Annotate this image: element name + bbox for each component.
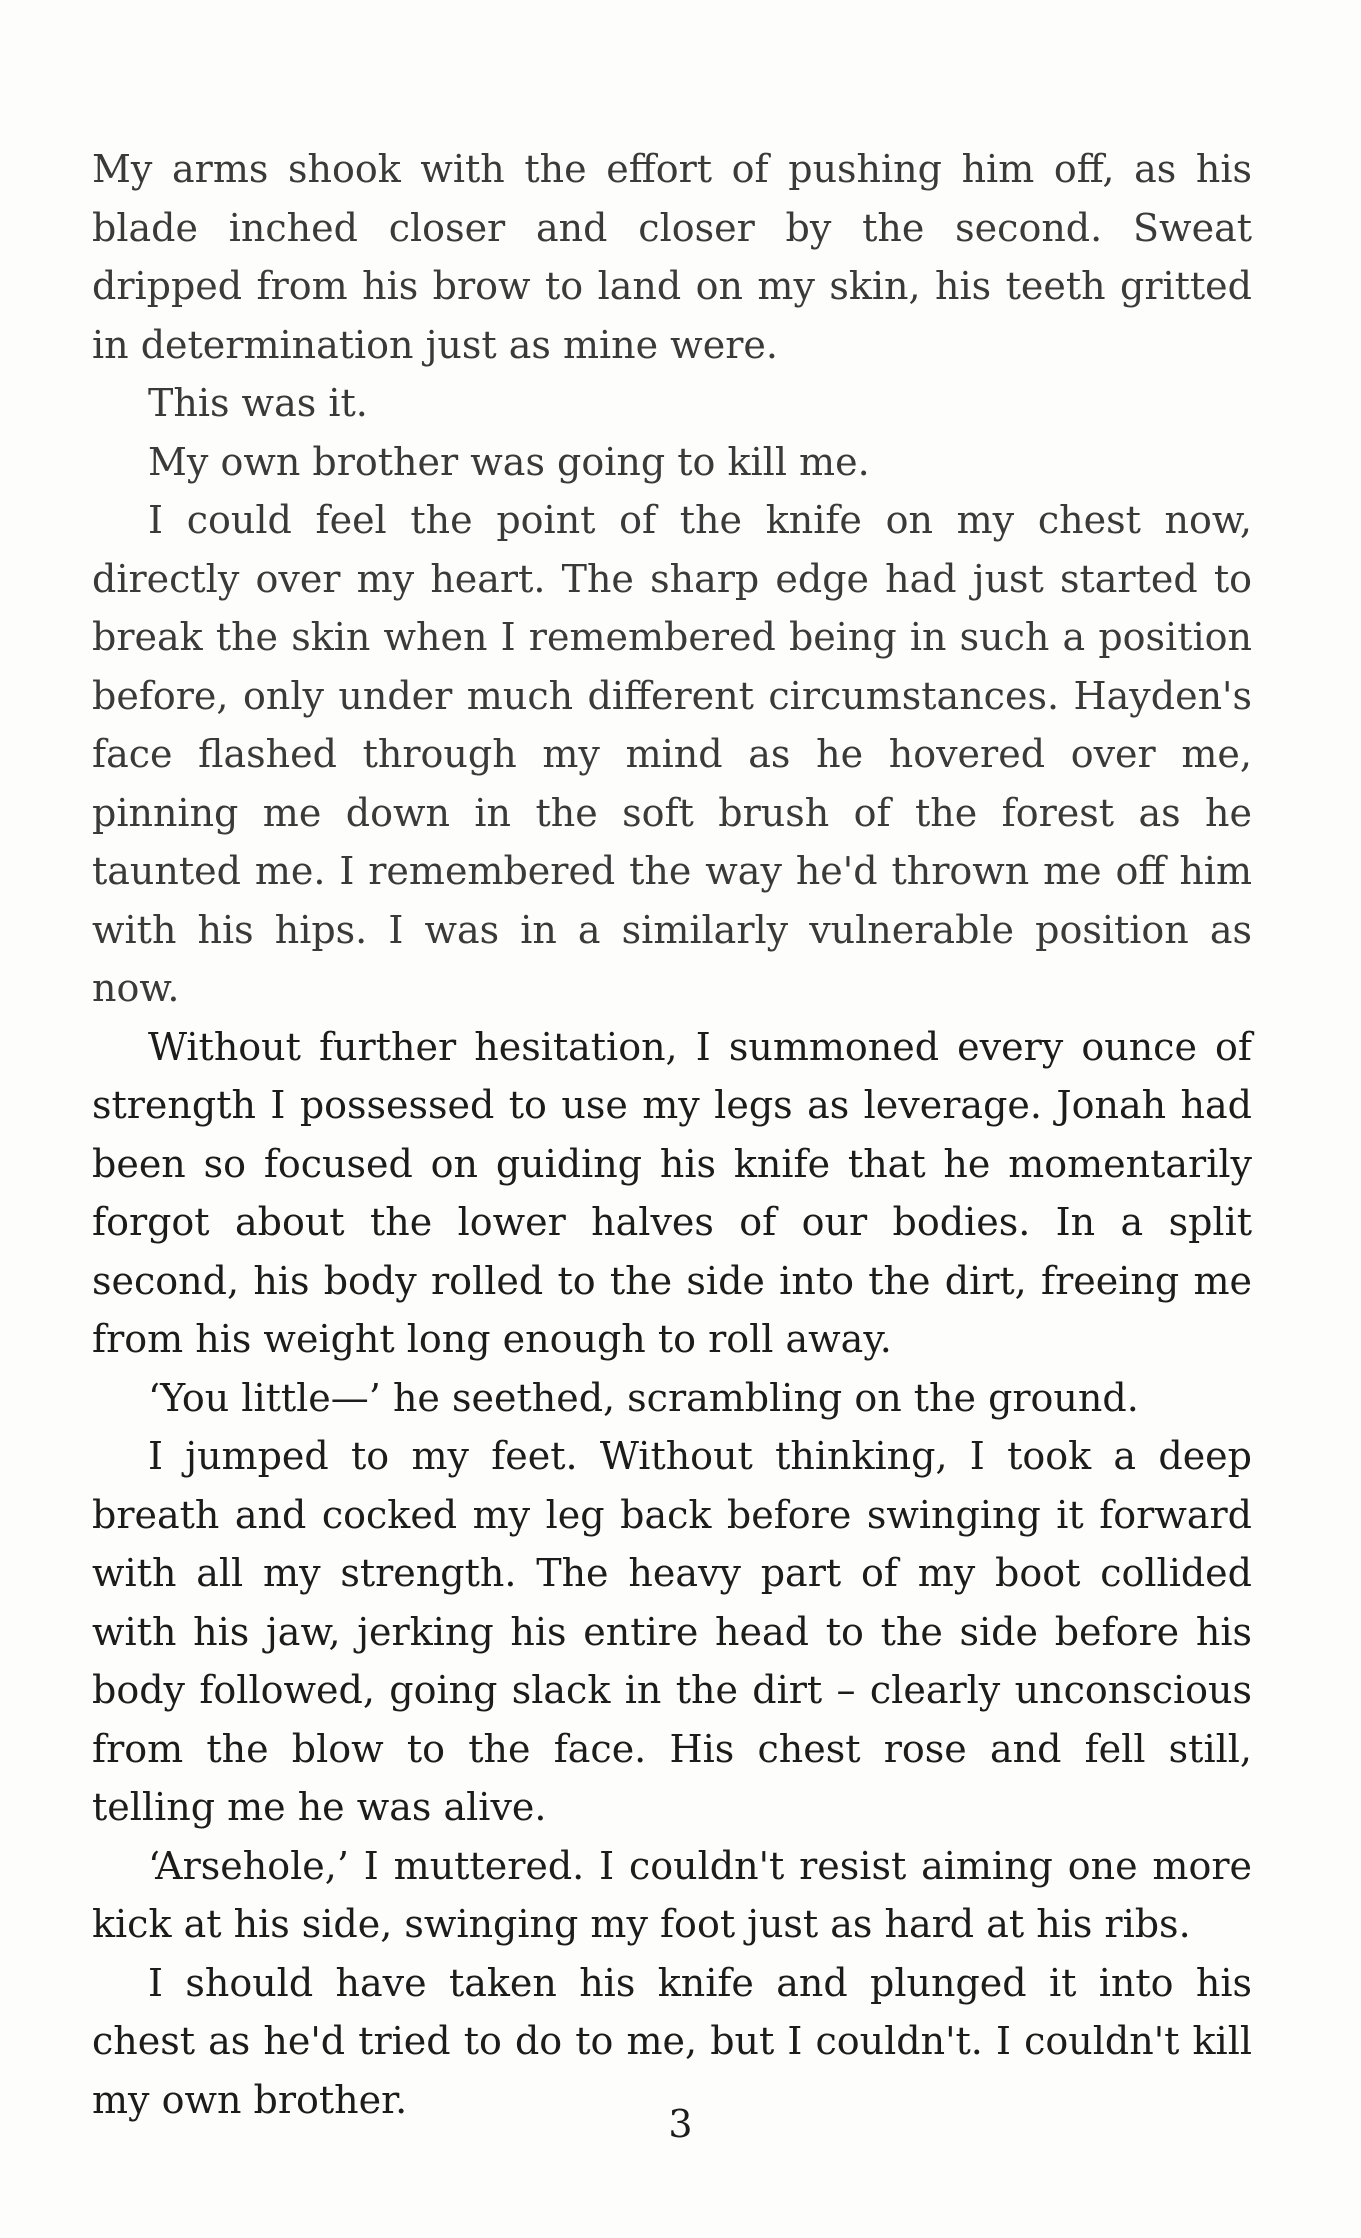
page-number: 3 <box>668 2102 693 2146</box>
paragraph-7: I jumped to my feet. Without thinking, I took a deep breath and cocked my leg back before swinging it forward with all my strength. The heavy part of my boot collided with his jaw, jerking his entire head to the side before his body followed, going slack in the dirt – clearly unconscious from the blow to the face. His chest rose and fell still, telling me he was alive. <box>92 1434 1252 1829</box>
paragraph-8: ‘Arsehole,’ I muttered. I couldn't resist aiming one more kick at his side, swinging my foot just as hard at his ribs. <box>92 1843 1252 1946</box>
paragraph-5: Without further hesitation, I summoned every ounce of strength I possessed to use my legs as leverage. Jonah had been so focused on guiding his knife that he momentarily forgot about the lower halves of our bodies. In a split second, his body rolled to the side into the dirt, freeing me from his weight long enough to roll away. <box>92 1024 1252 1361</box>
paragraph-1: My arms shook with the effort of pushing him off, as his blade inched closer and closer by the second. Sweat dripped from his brow to land on my skin, his teeth gritted in determination just as mine were. <box>92 147 1252 367</box>
paragraph-9: I should have taken his knife and plunged it into his chest as he'd tried to do to me, but I couldn't. I couldn't kill my own brother. <box>92 1960 1252 2122</box>
body-text <box>92 140 1252 2129</box>
paragraph-2: This was it. <box>148 381 368 425</box>
paragraph-6: ‘You little—’ he seethed, scrambling on the ground. <box>148 1375 1139 1420</box>
paragraph-4: I could feel the point of the knife on my chest now, directly over my heart. The sharp edge had just started to break the skin when I remembered being in such a position before, only under much different circumstances. Hayden's face flashed through my mind as he hovered over me, pinning me down in the soft brush of the forest as he taunted me. I remembered the way he'd thrown me off him with his hips. I was in a similarly vulnerable position as now. <box>92 498 1252 1010</box>
paragraph-3: My own brother was going to kill me. <box>148 439 870 484</box>
